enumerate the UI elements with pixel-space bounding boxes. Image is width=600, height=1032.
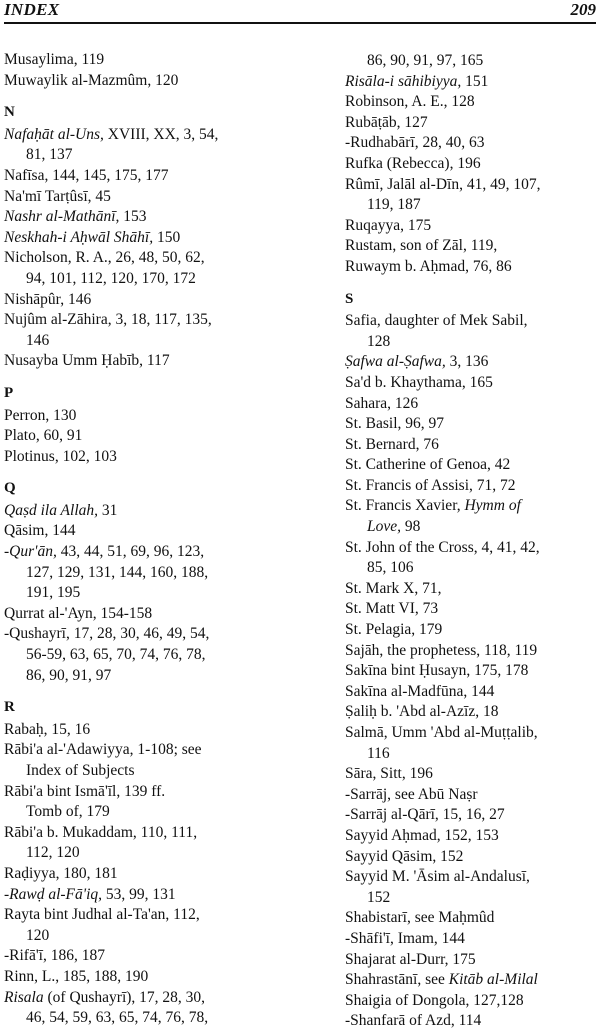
index-entry <box>345 352 600 373</box>
italic-title: Hymm of <box>464 497 521 515</box>
entry-text: Na'mī Tarṭûsī, 45 <box>4 187 111 205</box>
index-entry <box>345 72 600 93</box>
index-entry-continuation <box>4 1008 282 1029</box>
index-entry <box>4 823 282 844</box>
entry-text: Shabistarī, see Maḥmûd <box>345 909 495 927</box>
index-entry <box>345 414 600 435</box>
index-entry <box>345 702 600 723</box>
entry-text: Rûmī, Jalāl al-Dīn, 41, 49, 107, <box>345 175 541 193</box>
entry-text: Musaylima, 119 <box>4 51 105 68</box>
entry-text: St. Basil, 96, 97 <box>345 415 445 433</box>
index-entry-continuation <box>4 926 282 947</box>
entry-text: 86, 90, 91, 97 <box>26 666 112 684</box>
index-entry <box>4 426 282 447</box>
entry-text: St. Bernard, 76 <box>345 435 439 453</box>
entry-text: Index of Subjects <box>26 762 135 779</box>
index-entry <box>4 351 282 372</box>
entry-text: -Shāfi'ī, Imam, 144 <box>345 929 465 947</box>
index-entry <box>4 946 282 967</box>
entry-text: Plotinus, 102, 103 <box>4 447 117 465</box>
index-entry <box>4 71 282 92</box>
entry-text: Qurrat al-'Ayn, 154-158 <box>4 604 153 622</box>
entry-text: Nishāpûr, 146 <box>4 290 92 308</box>
italic-title: Risāla-i sāhibiyya, <box>345 72 462 90</box>
index-entry-continuation <box>4 269 282 290</box>
index-entry-continuation <box>4 843 282 864</box>
index-entry <box>345 805 600 826</box>
index-entry <box>345 785 600 806</box>
index-entry <box>4 447 282 468</box>
index-entry <box>4 290 282 311</box>
index-entry <box>345 455 600 476</box>
entry-text: Rufka (Rebecca), 196 <box>345 154 481 172</box>
entry-text: 150 <box>153 228 181 246</box>
index-entry <box>345 538 600 559</box>
index-entry <box>4 988 282 1009</box>
entry-text: Ruwaym b. Aḥmad, 76, 86 <box>345 257 512 275</box>
index-entry <box>345 682 600 703</box>
index-entry <box>345 908 600 929</box>
entry-text: 94, 101, 112, 120, 170, 172 <box>26 269 196 287</box>
italic-title: Kitāb al-Milal <box>448 971 538 989</box>
entry-text: 56-59, 63, 65, 70, 74, 76, 78, <box>26 646 206 664</box>
entry-text: St. Mark X, 71, <box>345 579 442 597</box>
entry-text: Ṣaliḥ b. 'Abd al-Azīz, 18 <box>345 703 499 721</box>
index-entry <box>4 248 282 269</box>
index-entry-continuation <box>4 761 282 782</box>
entry-text: 112, 120 <box>26 844 80 862</box>
index-entry-continuation <box>4 145 282 166</box>
italic-title: -Rawḍ al-Fā'iq, <box>4 885 103 903</box>
index-entry <box>345 394 600 415</box>
italic-title: Nafaḥāt al-Uns, <box>4 125 104 143</box>
index-entry <box>345 257 600 278</box>
entry-text: -Sarrāj al-Qārī, 15, 16, 27 <box>345 806 505 824</box>
index-entry-continuation <box>4 583 282 604</box>
entry-text: Sayyid M. 'Āsim al-Andalusī, <box>345 868 530 886</box>
index-entry <box>4 782 282 803</box>
index-entry <box>345 216 600 237</box>
index-entry <box>345 950 600 971</box>
entry-text: Sahara, 126 <box>345 394 419 412</box>
index-entry <box>4 501 282 522</box>
index-entry <box>4 406 282 427</box>
entry-text: Sayyid Aḥmad, 152, 153 <box>345 826 499 844</box>
index-entry <box>4 720 282 741</box>
index-section-letter: N <box>4 104 15 121</box>
index-entry-continuation <box>345 195 600 216</box>
entry-text: Perron, 130 <box>4 406 77 424</box>
index-entry <box>4 905 282 926</box>
entry-text: 43, 44, 51, 69, 96, 123, <box>56 543 205 561</box>
entry-text: 120 <box>26 926 50 944</box>
index-entry-continuation <box>4 645 282 666</box>
index-entry <box>4 604 282 625</box>
index-entry <box>4 542 282 563</box>
index-entry <box>345 311 600 332</box>
index-entry <box>345 723 600 744</box>
index-entry <box>4 624 282 645</box>
entry-text: 128 <box>367 332 391 350</box>
entry-text: 31 <box>98 501 118 519</box>
entry-text: Nicholson, R. A., 26, 48, 50, 62, <box>4 249 205 267</box>
index-entry <box>345 641 600 662</box>
entry-text: St. Catherine of Genoa, 42 <box>345 456 511 474</box>
entry-text: Sajāh, the prophetess, 118, 119 <box>345 641 538 659</box>
index-entry-continuation <box>345 517 600 538</box>
index-entry <box>345 133 600 154</box>
index-entry <box>345 476 600 497</box>
index-entry <box>345 113 600 134</box>
index-entry <box>4 207 282 228</box>
entry-text: Raḍiyya, 180, 181 <box>4 864 118 882</box>
index-entry <box>345 579 600 600</box>
index-entry <box>345 92 600 113</box>
entry-text: Ruqayya, 175 <box>345 216 432 234</box>
index-entry <box>4 740 282 761</box>
index-entry <box>4 885 282 906</box>
entry-text: -Qushayrī, 17, 28, 30, 46, 49, 54, <box>4 625 210 643</box>
entry-text: Rubāṭāb, 127 <box>345 113 428 131</box>
entry-text: Nujûm al-Zāhira, 3, 18, 117, 135, <box>4 311 212 329</box>
entry-text: XVIII, XX, 3, 54, <box>103 125 219 143</box>
entry-text: -Shanfarā of Azd, 114 <box>345 1012 482 1030</box>
entry-text: Plato, 60, 91 <box>4 427 83 445</box>
entry-text: 127, 129, 131, 144, 160, 188, <box>26 563 209 581</box>
entry-text: (of Qushayrī), 17, 28, 30, <box>43 988 206 1006</box>
index-entry <box>345 620 600 641</box>
index-entry-continuation <box>345 332 600 353</box>
index-entry <box>345 764 600 785</box>
index-entry-continuation <box>345 888 600 909</box>
entry-text: Rustam, son of Zāl, 119, <box>345 237 498 255</box>
entry-text: Shaigia of Dongola, 127,128 <box>345 991 524 1009</box>
italic-title: -Qur'ān, <box>4 543 57 561</box>
index-entry <box>345 929 600 950</box>
index-entry <box>345 867 600 888</box>
index-entry <box>4 967 282 988</box>
index-entry <box>4 187 282 208</box>
entry-text: Qāsim, 144 <box>4 522 76 540</box>
index-entry <box>4 125 282 146</box>
entry-text: -Sarrāj, see Abū Naṣr <box>345 785 478 803</box>
entry-text: Shajarat al-Durr, 175 <box>345 950 476 968</box>
entry-text: Sakīna al-Madfūna, 144 <box>345 682 495 700</box>
entry-text: 191, 195 <box>26 584 81 602</box>
entry-text: Nusayba Umm Ḥabīb, 117 <box>4 352 170 370</box>
index-entry <box>345 991 600 1012</box>
entry-text: -Rifā'ī, 186, 187 <box>4 947 105 965</box>
entry-text: St. Francis of Assisi, 71, 72 <box>345 476 516 494</box>
index-entry <box>345 154 600 175</box>
entry-text: St. Matt VI, 73 <box>345 600 439 618</box>
index-entry <box>345 826 600 847</box>
entry-text: St. John of the Cross, 4, 41, 42, <box>345 538 540 556</box>
header-title: INDEX <box>4 0 60 19</box>
index-entry <box>345 661 600 682</box>
entry-text: Rinn, L., 185, 188, 190 <box>4 967 149 985</box>
entry-text: 46, 54, 59, 63, 65, 74, 76, 78, <box>26 1009 209 1027</box>
index-entry <box>345 435 600 456</box>
entry-text: Salmā, Umm 'Abd al-Muṭṭalib, <box>345 724 538 741</box>
italic-title: Risala <box>4 988 44 1006</box>
index-entry <box>4 310 282 331</box>
entry-text: 81, 137 <box>26 146 73 164</box>
entry-text: Safia, daughter of Mek Sabil, <box>345 312 528 330</box>
index-entry <box>345 175 600 196</box>
index-entry-continuation <box>345 744 600 765</box>
index-entry <box>4 166 282 187</box>
index-entry-continuation <box>4 802 282 823</box>
entry-text: Rabaḥ, 15, 16 <box>4 720 91 738</box>
italic-title: Ṣafwa al-Ṣafwa, <box>345 353 446 371</box>
index-entry-continuation <box>345 51 600 72</box>
entry-text: 98 <box>401 518 421 536</box>
index-entry <box>345 373 600 394</box>
index-entry-continuation <box>345 558 600 579</box>
running-header <box>4 0 596 24</box>
index-entry <box>345 496 600 517</box>
entry-text: 119, 187 <box>367 196 421 214</box>
entry-text: 53, 99, 131 <box>102 885 176 903</box>
entry-text: 151 <box>461 72 489 90</box>
index-column-left <box>4 50 282 1029</box>
entry-text: 116 <box>367 744 390 762</box>
index-entry <box>4 50 282 71</box>
entry-text: Rābi'a al-'Adawiyya, 1-108; see <box>4 741 202 759</box>
index-entry <box>345 970 600 991</box>
index-entry-continuation <box>4 563 282 584</box>
entry-text: 146 <box>26 331 50 349</box>
italic-title: Neskhah-i Aḥwāl Shāhī, <box>4 228 154 246</box>
index-section-letter: Q <box>4 480 16 497</box>
index-entry <box>4 521 282 542</box>
index-entry <box>345 847 600 868</box>
entry-text: Robinson, A. E., 128 <box>345 93 475 111</box>
entry-text: Sāra, Sitt, 196 <box>345 765 433 783</box>
italic-title: Nashr al-Mathānī, <box>4 208 120 226</box>
italic-title: Qaṣd ila Allah, <box>4 501 99 519</box>
index-section-letter: S <box>345 290 354 307</box>
index-entry <box>4 228 282 249</box>
entry-text: Rayta bint Judhal al-Ta'an, 112, <box>4 906 200 924</box>
page-number: 209 <box>570 0 596 19</box>
entry-text: St. Francis Xavier, <box>345 497 465 515</box>
entry-text: Tomb of, 179 <box>26 803 110 821</box>
entry-text: 86, 90, 91, 97, 165 <box>367 52 484 69</box>
entry-text: St. Pelagia, 179 <box>345 621 443 639</box>
index-column-right <box>345 51 600 1032</box>
index-section-letter: P <box>4 384 14 401</box>
index-entry <box>345 599 600 620</box>
entry-text: Rābi'a b. Mukaddam, 110, 111, <box>4 823 198 841</box>
entry-text: Nafīsa, 144, 145, 175, 177 <box>4 166 169 184</box>
entry-text: 85, 106 <box>367 559 414 577</box>
entry-text: Sayyid Qāsim, 152 <box>345 847 464 865</box>
entry-text: 153 <box>119 208 147 226</box>
entry-text: Muwaylik al-Mazmûm, 120 <box>4 71 179 89</box>
italic-title: Love, <box>367 518 402 536</box>
entry-text: Sa'd b. Khaythama, 165 <box>345 373 493 391</box>
index-entry <box>345 236 600 257</box>
entry-text: Rābi'a bint Ismā'īl, 139 ff. <box>4 782 166 800</box>
index-entry-continuation <box>4 666 282 687</box>
entry-text: 152 <box>367 888 391 906</box>
index-entry-continuation <box>4 331 282 352</box>
entry-text: 3, 136 <box>445 353 489 371</box>
index-section-letter: R <box>4 699 15 716</box>
index-entry <box>4 864 282 885</box>
entry-text: -Rudhabārī, 28, 40, 63 <box>345 134 485 152</box>
entry-text: Shahrastānī, see <box>345 971 449 989</box>
entry-text: Sakīna bint Ḥusayn, 175, 178 <box>345 662 529 680</box>
